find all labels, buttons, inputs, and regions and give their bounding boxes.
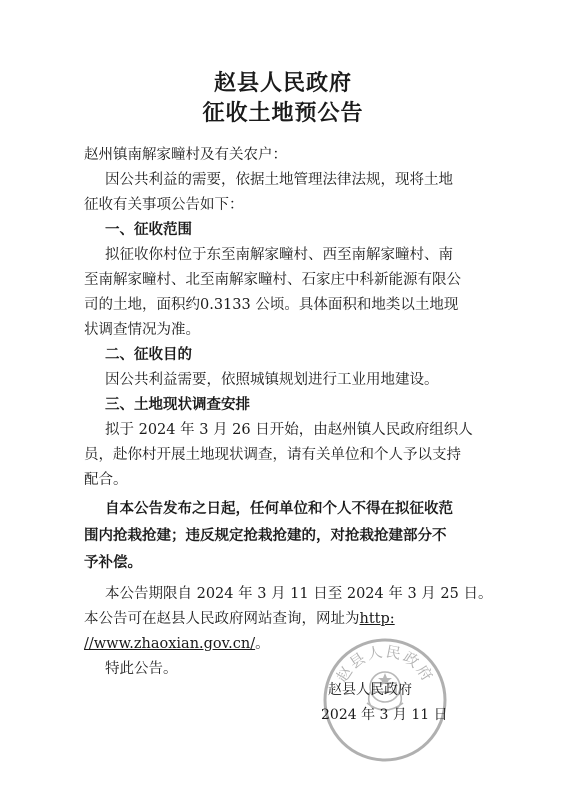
section-3-line-2: 员，赴你村开展土地现状调查，请有关单位和个人予以支持 bbox=[84, 447, 461, 463]
website-prefix: 本公告可在赵县人民政府网站查询，网址为 bbox=[84, 611, 360, 627]
website-link-part-1[interactable]: http: bbox=[359, 611, 395, 627]
section-3-line-1: 拟于 2024 年 3 月 26 日开始，由赵州镇人民政府组织人 bbox=[105, 422, 473, 438]
signature-organization: 赵县人民政府 bbox=[328, 682, 412, 698]
closing-text: 特此公告。 bbox=[105, 661, 178, 677]
section-1-heading: 一、征收范围 bbox=[105, 222, 192, 238]
svg-text:赵县人民政府: 赵县人民政府 bbox=[332, 642, 438, 686]
warning-line-2: 围内抢栽抢建；违反规定抢栽抢建的，对抢栽抢建部分不 bbox=[84, 528, 447, 544]
warning-line-3: 予补偿。 bbox=[84, 555, 142, 571]
section-3-heading: 三、土地现状调查安排 bbox=[105, 397, 250, 413]
website-suffix: 。 bbox=[255, 636, 270, 652]
intro-line-1: 因公共利益的需要，依据土地管理法律法规，现将土地 bbox=[105, 172, 453, 188]
section-1-line-4: 状调查情况为准。 bbox=[84, 322, 200, 338]
salutation: 赵州镇南解家疃村及有关农户： bbox=[84, 147, 287, 163]
section-1-line-1: 拟征收你村位于东至南解家疃村、西至南解家疃村、南 bbox=[105, 247, 453, 263]
warning-line-1: 自本公告发布之日起，任何单位和个人不得在拟征收范 bbox=[105, 501, 453, 517]
section-2-heading: 二、征收目的 bbox=[105, 347, 192, 363]
section-1-line-3: 司的土地，面积约0.3133 公顷。具体面积和地类以土地现 bbox=[84, 297, 459, 313]
official-seal bbox=[322, 637, 448, 763]
signature-date: 2024 年 3 月 11 日 bbox=[321, 707, 448, 723]
intro-line-2: 征收有关事项公告如下： bbox=[84, 197, 244, 213]
notice-period: 本公告期限自 2024 年 3 月 11 日至 2024 年 3 月 25 日。 bbox=[105, 586, 493, 602]
website-line-1 bbox=[84, 607, 484, 628]
title-line-1: 赵县人民政府 bbox=[213, 71, 352, 96]
website-link-part-2[interactable]: //www.zhaoxian.gov.cn/ bbox=[84, 636, 256, 652]
section-2-line-1: 因公共利益需要，依照城镇规划进行工业用地建设。 bbox=[105, 372, 439, 388]
title-line-2: 征收土地预公告 bbox=[202, 101, 364, 126]
section-1-line-2: 至南解家疃村、北至南解家疃村、石家庄中科新能源有限公 bbox=[84, 272, 461, 288]
section-3-line-3: 配合。 bbox=[84, 472, 128, 488]
